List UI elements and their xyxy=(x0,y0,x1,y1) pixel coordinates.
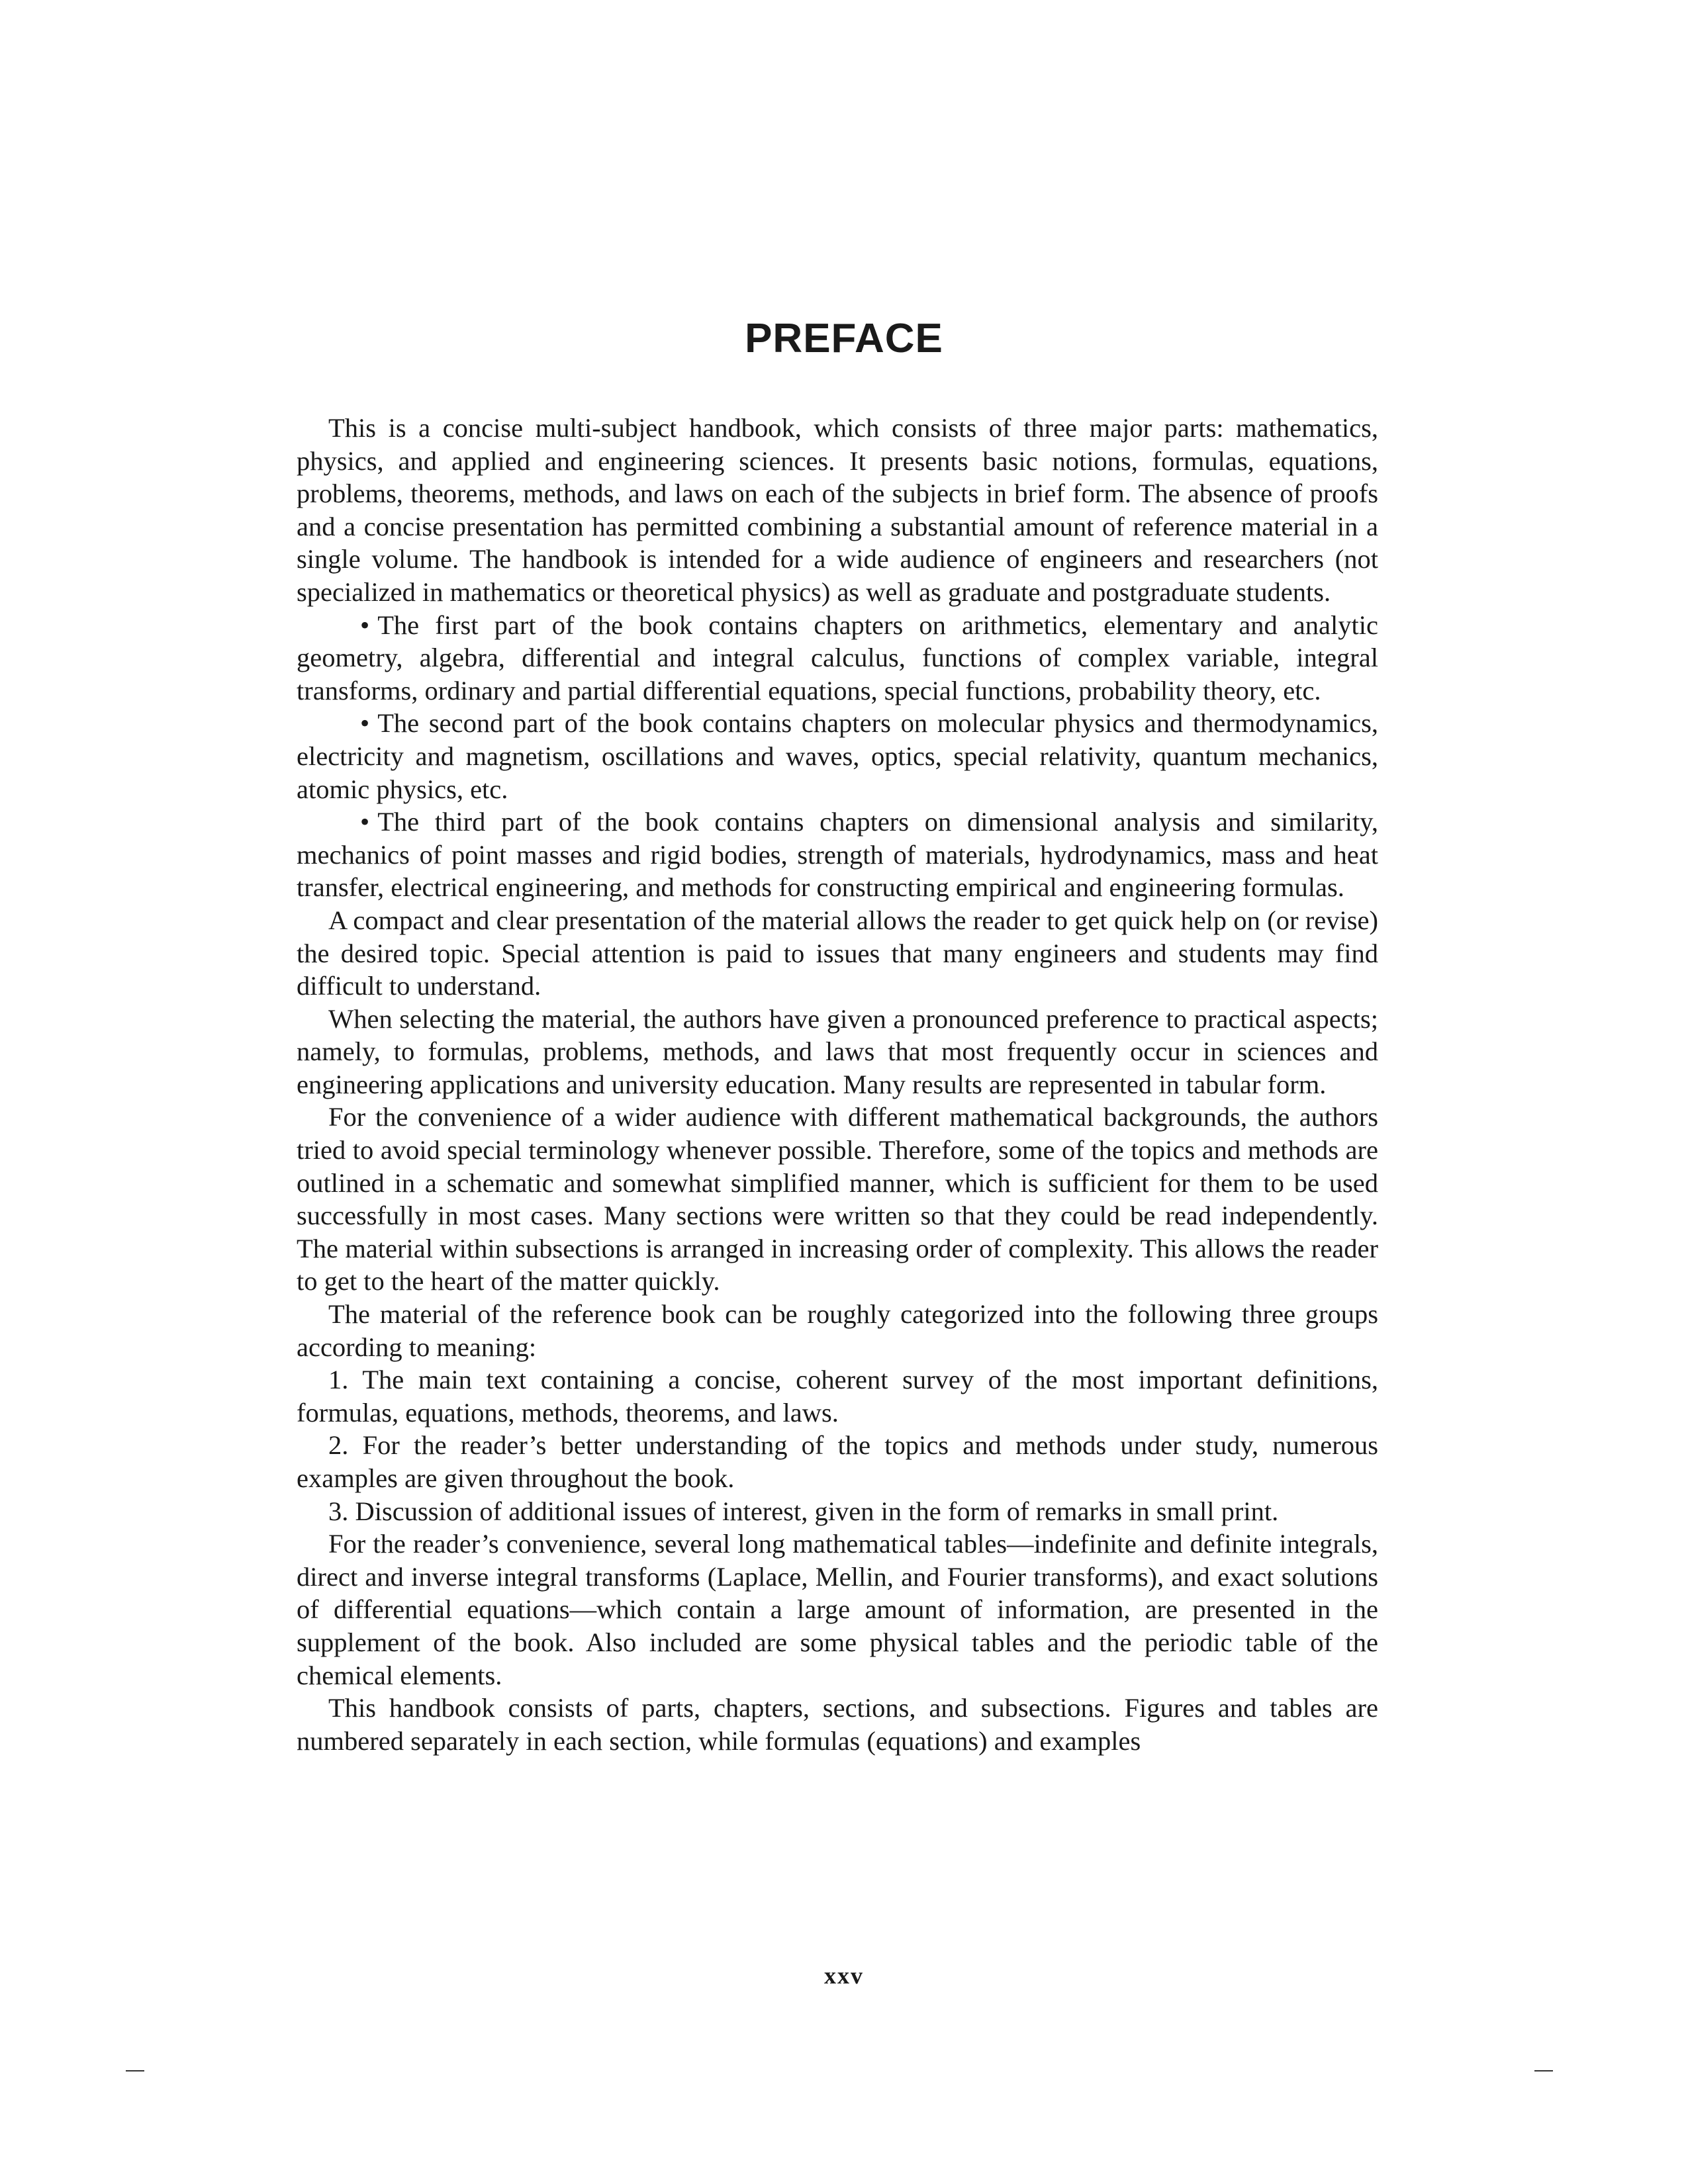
page-title: PREFACE xyxy=(745,316,943,361)
list-number: 3. xyxy=(328,1496,349,1526)
paragraph-tables: For the reader’s convenience, several long mathematical tables—indefinite and definite integrals, direct and inverse integral transforms (Laplace, Mellin, and Fourier transforms), and exact solutions of differential equations—which contain a large amount of information, are presented in the supplement of the book. Also included are some physical tables and the periodic table of the chemical elements. xyxy=(297,1529,1378,1690)
bullet-item-part-one: • The first part of the book contains chapters on arithmetics, elementary and analytic geometry, algebra, differential and integral calculus, functions of complex variable, integral transforms, ordinary and partial differential equations, special functions, probability theory, etc. xyxy=(297,610,1378,705)
bullet-icon: • xyxy=(360,807,370,837)
crop-mark-left xyxy=(126,2070,144,2071)
paragraph-categories: The material of the reference book can be roughly categorized into the following three groups according to meaning: xyxy=(297,1299,1378,1362)
crop-mark-right xyxy=(1534,2070,1553,2071)
preface-body xyxy=(297,412,1378,1757)
numbered-item-3: 3. Discussion of additional issues of interest, given in the form of remarks in small print. xyxy=(328,1496,1279,1526)
list-number: 2. xyxy=(328,1430,349,1461)
page-number: xxv xyxy=(824,1962,864,1989)
paragraph-material-selection: When selecting the material, the authors have given a pronounced preference to practical aspects; namely, to formulas, problems, methods, and laws that most frequently occur in sciences and engineering applications and university education. Many results are represented in tabular form. xyxy=(297,1003,1378,1099)
bullet-item-part-three: • The third part of the book contains chapters on dimensional analysis and similarity, mechanics of point masses and rigid bodies, strength of materials, hydrodynamics, mass and heat transfer, electrical engineering, and methods for constructing empirical and engineering formulas. xyxy=(297,807,1378,903)
paragraph-structure: This handbook consists of parts, chapters, sections, and subsections. Figures and tables are numbered separately in each section, while formulas (equations) and examples xyxy=(297,1693,1378,1756)
numbered-item-1: 1. The main text containing a concise, coherent survey of the most important definitions, formulas, equations, methods, theorems, and laws. xyxy=(297,1365,1378,1428)
bullet-item-part-two: • The second part of the book contains chapters on molecular physics and thermodynamics, electricity and magnetism, oscillations and waves, optics, special relativity, quantum mechanics, atomic physics, etc. xyxy=(297,708,1378,804)
paragraph-intro: This is a concise multi-subject handbook, which consists of three major parts: mathematics, physics, and applied and engineering sciences. It presents basic notions, formulas, equations, problems, theorems, methods, and laws on each of the subjects in brief form. The absence of proofs and a concise presentation has permitted combining a substantial amount of reference material in a single volume. The handbook is intended for a wide audience of engineers and researchers (not specialized in mathematics or theoretical physics) as well as graduate and postgraduate students. xyxy=(297,413,1378,607)
paragraph-convenience: For the convenience of a wider audience with different mathematical backgrounds, the authors tried to avoid special terminology whenever possible. Therefore, some of the topics and methods are outlined in a schematic and somewhat simplified manner, which is sufficient for them to be used successfully in most cases. Many sections were written so that they could be read independently. The material within subsections is arranged in increasing order of complexity. This allows the reader to get to the heart of the matter quickly. xyxy=(297,1102,1378,1297)
paragraph-compact-presentation: A compact and clear presentation of the material allows the reader to get quick help on (or revise) the desired topic. Special attention is paid to issues that many engineers and students may find difficult to understand. xyxy=(297,905,1378,1001)
bullet-icon: • xyxy=(360,708,370,739)
bullet-icon: • xyxy=(360,610,370,640)
list-number: 1. xyxy=(328,1365,349,1395)
numbered-item-2: 2. For the reader’s better understanding of the topics and methods under study, numerous examples are given throughout the book. xyxy=(297,1430,1378,1493)
